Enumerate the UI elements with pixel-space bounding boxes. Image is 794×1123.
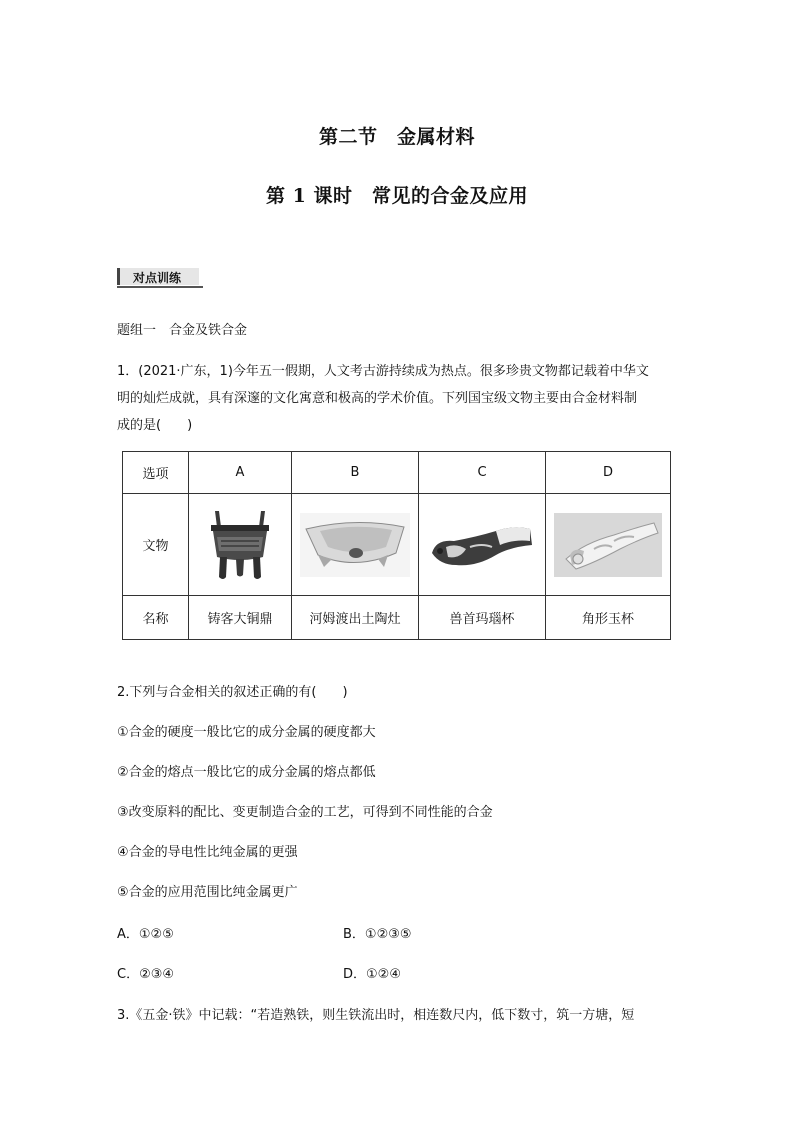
bronze-ding-image — [203, 505, 277, 585]
q2-item-1: ①合金的硬度一般比它的成分金属的硬度都大 — [117, 725, 376, 740]
agate-cup-image — [426, 517, 538, 573]
header-cell: 选项 — [123, 452, 189, 494]
q2-item-3: ③改变原料的配比、变更制造合金的工艺，可得到不同性能的合金 — [117, 805, 493, 820]
q1-line-2: 明的灿烂成就，具有深邃的文化寓意和极高的学术价值。下列国宝级文物主要由合金材料制 — [117, 391, 638, 406]
name-cell: 铸客大铜鼎 — [189, 596, 292, 640]
q2-item-5: ⑤合金的应用范围比纯金属更广 — [117, 885, 298, 900]
header-cell: C — [419, 452, 546, 494]
q2-stem: 2.下列与合金相关的叙述正确的有( ) — [117, 685, 348, 700]
row-label-artifact: 文物 — [123, 494, 189, 596]
practice-badge — [117, 268, 203, 288]
q1-line-1: 1．(2021·广东，1)今年五一假期，人文考古游持续成为热点。很多珍贵文物都记载着中华文 — [117, 364, 649, 379]
name-cell: 河姆渡出土陶灶 — [292, 596, 419, 640]
header-cell: B — [292, 452, 419, 494]
pottery-stove-image — [300, 513, 410, 577]
lesson-title: 第 1 课时 常见的合金及应用 — [266, 185, 528, 207]
q2-option-d[interactable]: D．①②④ — [343, 967, 401, 982]
row-label-name: 名称 — [123, 596, 189, 640]
table-row — [123, 452, 671, 494]
q2-item-2: ②合金的熔点一般比它的成分金属的熔点都低 — [117, 765, 376, 780]
group-heading: 题组一 合金及铁合金 — [117, 323, 248, 338]
q2-option-c[interactable]: C．②③④ — [117, 967, 175, 982]
cell-image-b — [292, 494, 419, 596]
badge-label: 对点训练 — [133, 271, 182, 285]
section-title: 第二节 金属材料 — [318, 126, 475, 148]
cell-image-c — [419, 494, 546, 596]
table-row — [123, 596, 671, 640]
name-cell: 兽首玛瑙杯 — [419, 596, 546, 640]
cell-image-a — [189, 494, 292, 596]
q2-option-b[interactable]: B．①②③⑤ — [343, 927, 412, 942]
header-cell: A — [189, 452, 292, 494]
jade-horn-cup-image — [554, 513, 662, 577]
cell-image-d — [546, 494, 671, 596]
header-cell: D — [546, 452, 671, 494]
q2-option-a[interactable]: A．①②⑤ — [117, 927, 174, 942]
artifact-table — [122, 451, 671, 640]
q2-item-4: ④合金的导电性比纯金属的更强 — [117, 845, 298, 860]
name-cell: 角形玉杯 — [546, 596, 671, 640]
q1-line-3: 成的是( ) — [117, 418, 193, 433]
q3-line-1: 3.《五金·铁》中记载：“若造熟铁，则生铁流出时，相连数尺内，低下数寸，筑一方塘，短 — [117, 1008, 635, 1023]
table-row — [123, 494, 671, 596]
